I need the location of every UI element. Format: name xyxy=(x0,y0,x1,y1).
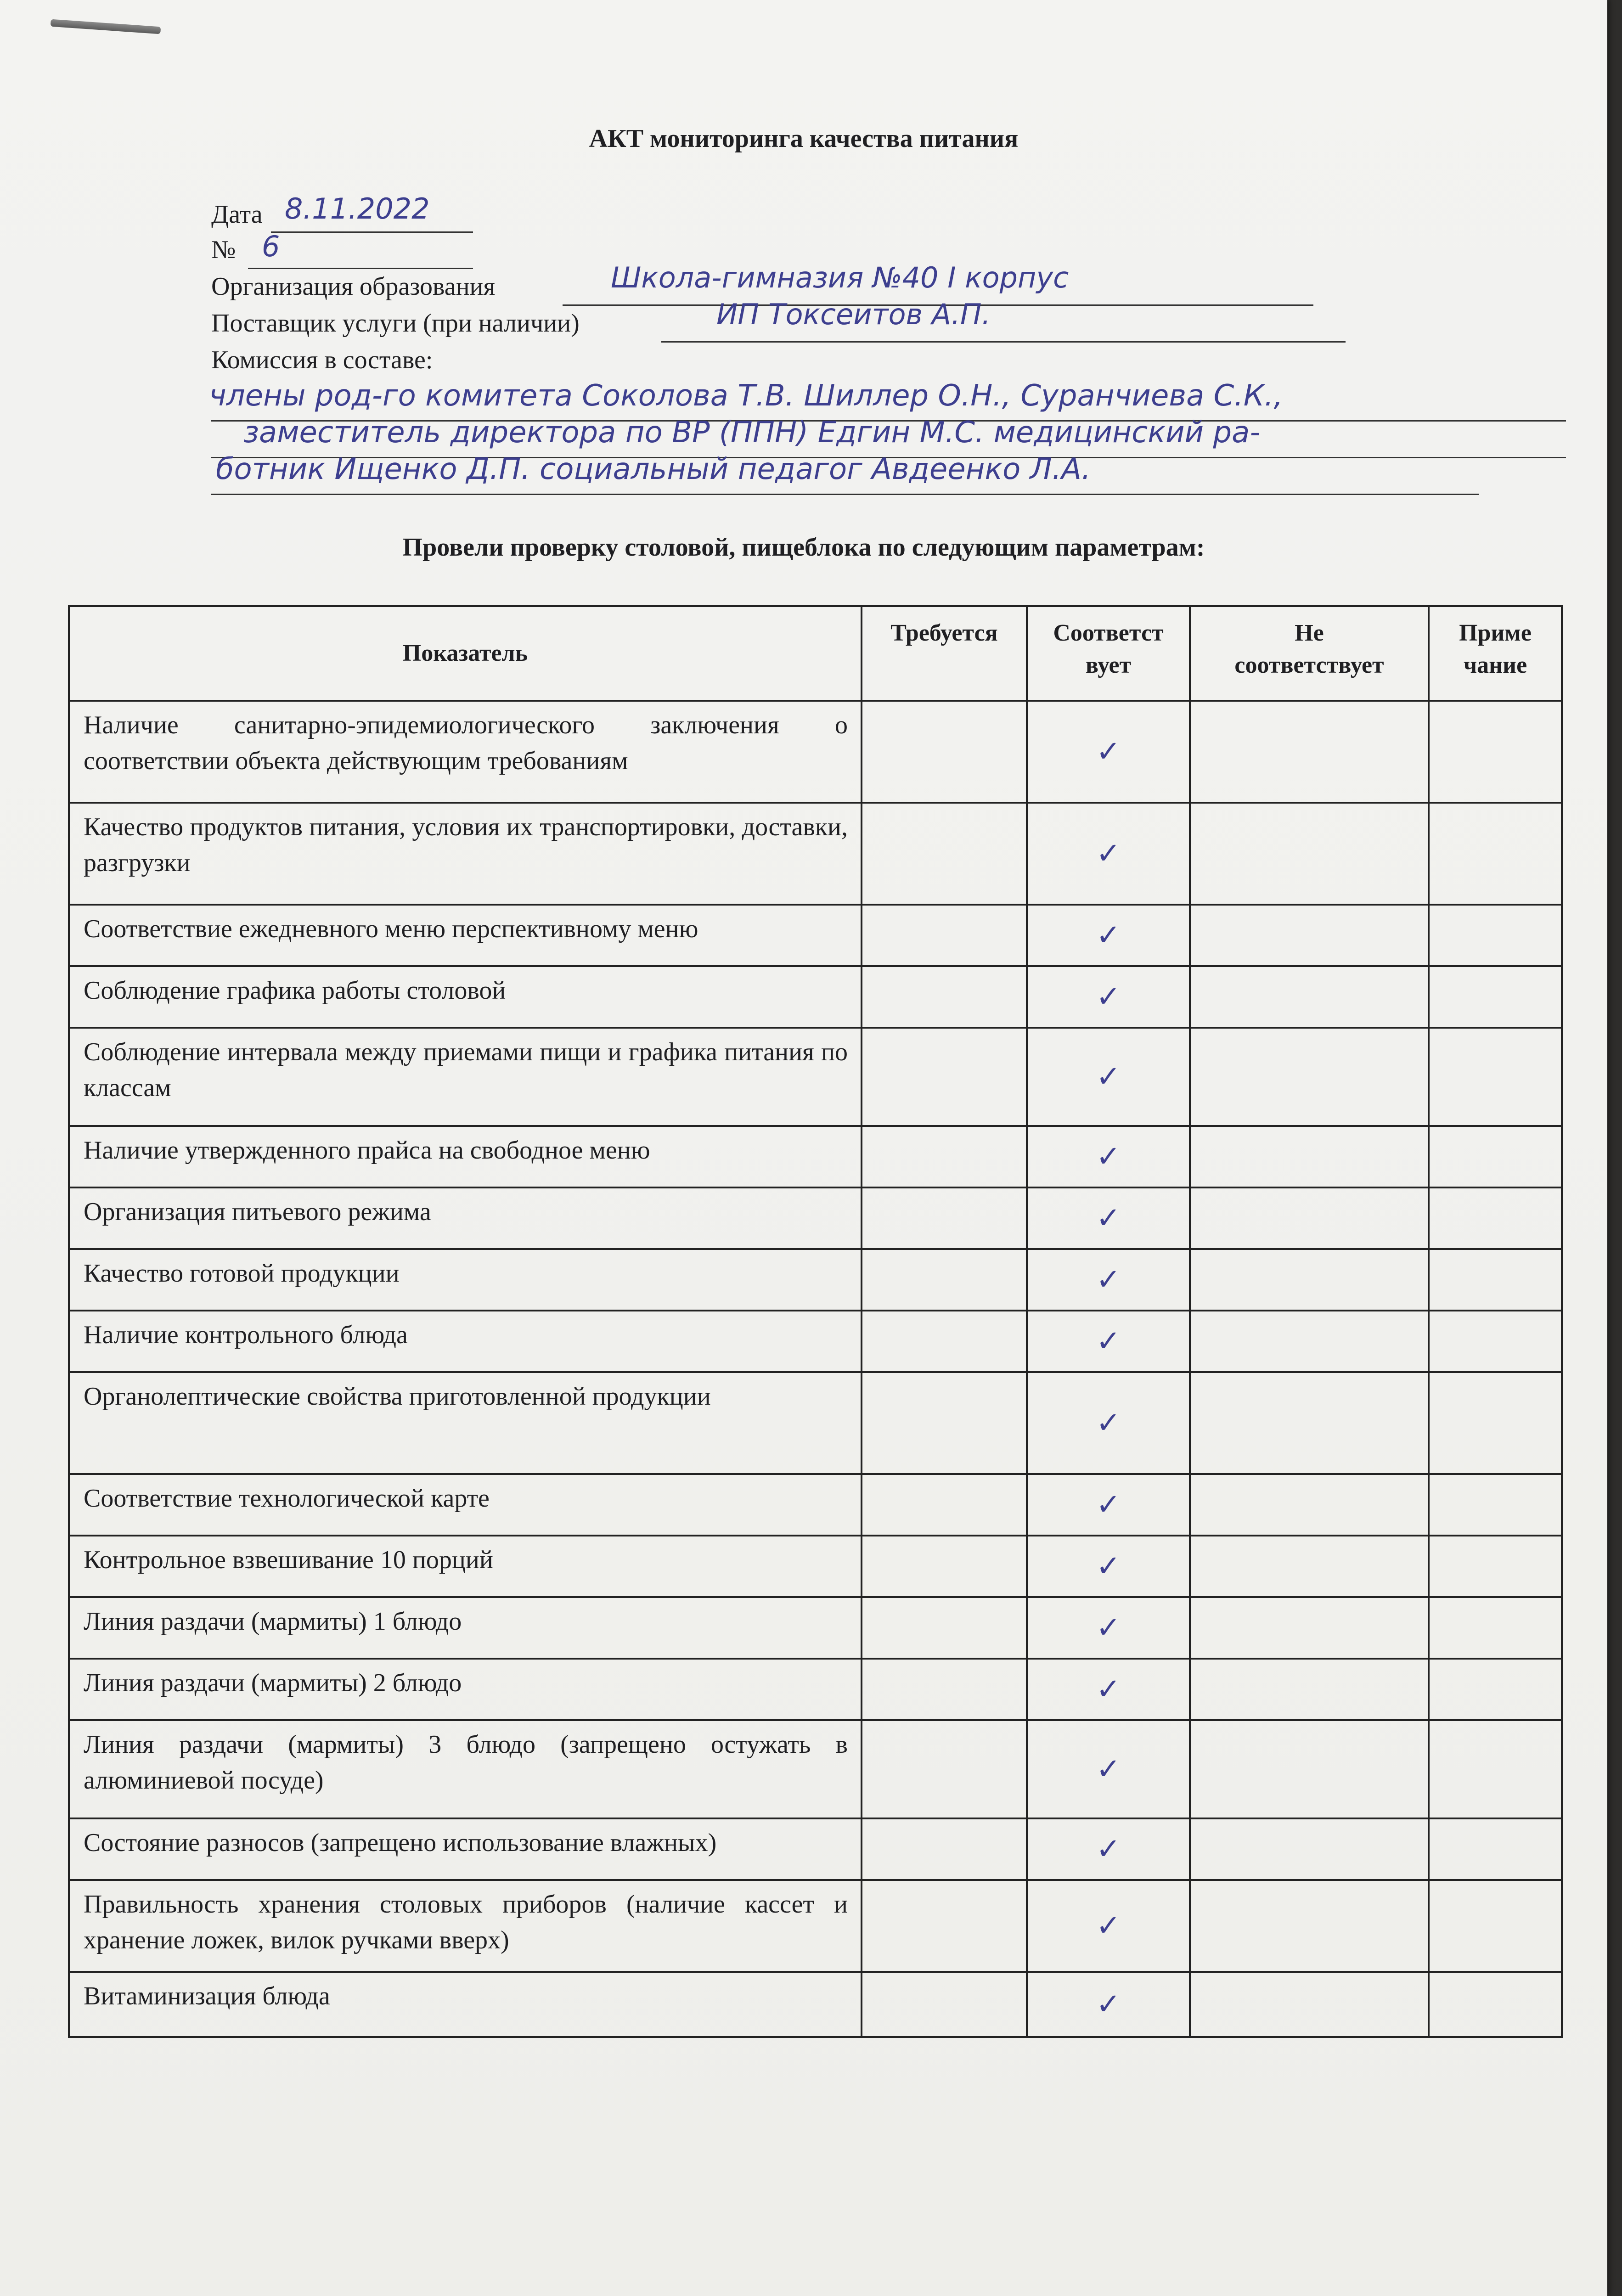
not-complies-cell xyxy=(1190,1720,1429,1818)
required-cell xyxy=(862,1474,1027,1536)
table-row xyxy=(69,1597,1562,1659)
indicator-cell: Органолептические свойства приготовленной продукции xyxy=(69,1372,862,1474)
checkmark-icon: ✓ xyxy=(1096,1060,1121,1094)
not-complies-cell xyxy=(1190,1372,1429,1474)
indicator-cell: Наличие санитарно-эпидемиологического заключения о соответствии объекта действующим требованиям xyxy=(69,701,862,803)
organization-label: Организация образования xyxy=(211,272,496,301)
staple-mark xyxy=(51,19,161,34)
indicator-cell: Наличие утвержденного прайса на свободное меню xyxy=(69,1126,862,1187)
number-label: № xyxy=(211,236,236,264)
table-intro: Провели проверку столовой, пищеблока по следующим параметрам: xyxy=(402,533,1205,562)
indicator-cell: Витаминизация блюда xyxy=(69,1972,862,2037)
note-cell xyxy=(1429,1474,1562,1536)
indicator-cell: Контрольное взвешивание 10 порций xyxy=(69,1536,862,1597)
required-cell xyxy=(862,803,1027,905)
note-cell xyxy=(1429,1597,1562,1659)
note-cell xyxy=(1429,701,1562,803)
required-cell xyxy=(862,701,1027,803)
checkmark-icon: ✓ xyxy=(1096,1406,1121,1440)
commission-label: Комиссия в составе: xyxy=(211,346,433,374)
date-value: 8.11.2022 xyxy=(285,192,430,225)
required-cell xyxy=(862,1249,1027,1311)
required-cell xyxy=(862,1597,1027,1659)
commission-line-1: члены род-го комитета Соколова Т.В. Шиллер О.Н., Суранчиева С.К., xyxy=(209,379,1283,413)
complies-cell xyxy=(1027,1187,1190,1249)
table-row xyxy=(69,1187,1562,1249)
indicator-cell: Качество готовой продукции xyxy=(69,1249,862,1311)
required-cell xyxy=(862,1880,1027,1972)
not-complies-cell xyxy=(1190,1187,1429,1249)
supplier-underline xyxy=(661,341,1346,343)
table-row xyxy=(69,1720,1562,1818)
header-required: Требуется xyxy=(862,606,1027,701)
header-not-complies xyxy=(1190,606,1429,701)
supplier-value: ИП Токсеитов А.П. xyxy=(716,298,991,331)
note-cell xyxy=(1429,1880,1562,1972)
not-complies-cell xyxy=(1190,1028,1429,1126)
not-complies-cell xyxy=(1190,1474,1429,1536)
note-cell xyxy=(1429,1028,1562,1126)
indicator-cell: Правильность хранения столовых приборов (наличие кассет и хранение ложек, вилок ручками вверх) xyxy=(69,1880,862,1972)
commission-line-3: ботник Ищенко Д.П. социальный педагог Авдеенко Л.А. xyxy=(216,452,1091,486)
table-row xyxy=(69,803,1562,905)
indicator-cell: Соблюдение интервала между приемами пищи и графика питания по классам xyxy=(69,1028,862,1126)
required-cell xyxy=(862,1536,1027,1597)
checkmark-icon: ✓ xyxy=(1096,1324,1121,1358)
not-complies-cell xyxy=(1190,1126,1429,1187)
required-cell xyxy=(862,966,1027,1028)
table-row xyxy=(69,1126,1562,1187)
table-row xyxy=(69,905,1562,966)
checkmark-icon: ✓ xyxy=(1096,918,1121,952)
required-cell xyxy=(862,905,1027,966)
not-complies-cell xyxy=(1190,966,1429,1028)
complies-cell xyxy=(1027,701,1190,803)
complies-cell xyxy=(1027,1372,1190,1474)
header-note-line-1: Приме xyxy=(1459,620,1532,646)
required-cell xyxy=(862,1372,1027,1474)
not-complies-cell xyxy=(1190,701,1429,803)
table-row xyxy=(69,1372,1562,1474)
complies-cell xyxy=(1027,803,1190,905)
complies-cell xyxy=(1027,1659,1190,1720)
complies-cell xyxy=(1027,1126,1190,1187)
checkmark-icon: ✓ xyxy=(1096,1752,1121,1786)
header-note xyxy=(1429,606,1562,701)
complies-cell xyxy=(1027,1028,1190,1126)
organization-value: Школа-гимназия №40 I корпус xyxy=(611,261,1069,294)
not-complies-cell xyxy=(1190,1311,1429,1372)
number-value: 6 xyxy=(262,230,280,263)
complies-cell xyxy=(1027,905,1190,966)
complies-cell xyxy=(1027,1311,1190,1372)
checkmark-icon: ✓ xyxy=(1096,735,1121,769)
not-complies-cell xyxy=(1190,803,1429,905)
note-cell xyxy=(1429,1720,1562,1818)
required-cell xyxy=(862,1818,1027,1880)
date-underline xyxy=(271,231,473,233)
indicator-cell: Линия раздачи (мармиты) 2 блюдо xyxy=(69,1659,862,1720)
required-cell xyxy=(862,1028,1027,1126)
commission-underline-3 xyxy=(211,494,1479,495)
table-row xyxy=(69,966,1562,1028)
complies-cell xyxy=(1027,966,1190,1028)
header-complies-line-2: вует xyxy=(1085,652,1132,679)
indicator-cell: Состояние разносов (запрещено использование влажных) xyxy=(69,1818,862,1880)
not-complies-cell xyxy=(1190,1249,1429,1311)
header-complies-line-1: Соответст xyxy=(1053,620,1164,646)
table-row xyxy=(69,1972,1562,2037)
checkmark-icon: ✓ xyxy=(1096,1201,1121,1235)
not-complies-cell xyxy=(1190,1880,1429,1972)
table-header-row xyxy=(69,606,1562,701)
note-cell xyxy=(1429,1372,1562,1474)
indicator-cell: Соблюдение графика работы столовой xyxy=(69,966,862,1028)
table-row xyxy=(69,1311,1562,1372)
note-cell xyxy=(1429,803,1562,905)
complies-cell xyxy=(1027,1474,1190,1536)
table-row xyxy=(69,1249,1562,1311)
document-title: АКТ мониторинга качества питания xyxy=(589,124,1019,153)
required-cell xyxy=(862,1720,1027,1818)
required-cell xyxy=(862,1126,1027,1187)
not-complies-cell xyxy=(1190,1818,1429,1880)
header-not-complies-line-1: Не xyxy=(1295,620,1324,646)
commission-line-2: заместитель директора по ВР (ППН) Едгин М.С. медицинский ра- xyxy=(243,416,1261,450)
checkmark-icon: ✓ xyxy=(1096,1672,1121,1706)
table-row xyxy=(69,1474,1562,1536)
complies-cell xyxy=(1027,1597,1190,1659)
complies-cell xyxy=(1027,1880,1190,1972)
checkmark-icon: ✓ xyxy=(1096,1611,1121,1645)
note-cell xyxy=(1429,1249,1562,1311)
checkmark-icon: ✓ xyxy=(1096,1549,1121,1583)
not-complies-cell xyxy=(1190,1536,1429,1597)
checkmark-icon: ✓ xyxy=(1096,1909,1121,1943)
checkmark-icon: ✓ xyxy=(1096,1263,1121,1297)
header-complies xyxy=(1027,606,1190,701)
supplier-label: Поставщик услуги (при наличии) xyxy=(211,309,580,338)
note-cell xyxy=(1429,966,1562,1028)
note-cell xyxy=(1429,1659,1562,1720)
indicator-cell: Организация питьевого режима xyxy=(69,1187,862,1249)
complies-cell xyxy=(1027,1536,1190,1597)
indicator-cell: Линия раздачи (мармиты) 1 блюдо xyxy=(69,1597,862,1659)
checkmark-icon: ✓ xyxy=(1096,1488,1121,1522)
note-cell xyxy=(1429,1972,1562,2037)
indicator-cell: Линия раздачи (мармиты) 3 блюдо (запрещено остужать в алюминиевой посуде) xyxy=(69,1720,862,1818)
header-indicator: Показатель xyxy=(69,606,862,701)
not-complies-cell xyxy=(1190,905,1429,966)
note-cell xyxy=(1429,1818,1562,1880)
table-row xyxy=(69,1028,1562,1126)
complies-cell xyxy=(1027,1720,1190,1818)
required-cell xyxy=(862,1187,1027,1249)
required-cell xyxy=(862,1311,1027,1372)
not-complies-cell xyxy=(1190,1597,1429,1659)
checkmark-icon: ✓ xyxy=(1096,980,1121,1014)
required-cell xyxy=(862,1972,1027,2037)
complies-cell xyxy=(1027,1818,1190,1880)
table-row xyxy=(69,1818,1562,1880)
table-row xyxy=(69,1880,1562,1972)
note-cell xyxy=(1429,1187,1562,1249)
table-body xyxy=(69,701,1562,2037)
note-cell xyxy=(1429,1536,1562,1597)
note-cell xyxy=(1429,1126,1562,1187)
indicator-cell: Соответствие технологической карте xyxy=(69,1474,862,1536)
not-complies-cell xyxy=(1190,1659,1429,1720)
checkmark-icon: ✓ xyxy=(1096,1832,1121,1866)
complies-cell xyxy=(1027,1972,1190,2037)
indicator-cell: Качество продуктов питания, условия их транспортировки, доставки, разгрузки xyxy=(69,803,862,905)
header-note-line-2: чание xyxy=(1463,652,1527,679)
date-label: Дата xyxy=(211,200,263,229)
monitoring-table xyxy=(68,605,1563,2038)
not-complies-cell xyxy=(1190,1972,1429,2037)
table-row xyxy=(69,1659,1562,1720)
number-underline xyxy=(248,268,473,269)
table-row xyxy=(69,1536,1562,1597)
checkmark-icon: ✓ xyxy=(1096,1140,1121,1174)
indicator-cell: Соответствие ежедневного меню перспективному меню xyxy=(69,905,862,966)
note-cell xyxy=(1429,905,1562,966)
table-row xyxy=(69,701,1562,803)
note-cell xyxy=(1429,1311,1562,1372)
header-not-complies-line-2: соответствует xyxy=(1234,652,1384,679)
required-cell xyxy=(862,1659,1027,1720)
indicator-cell: Наличие контрольного блюда xyxy=(69,1311,862,1372)
complies-cell xyxy=(1027,1249,1190,1311)
checkmark-icon: ✓ xyxy=(1096,837,1121,871)
checkmark-icon: ✓ xyxy=(1096,1987,1121,2021)
